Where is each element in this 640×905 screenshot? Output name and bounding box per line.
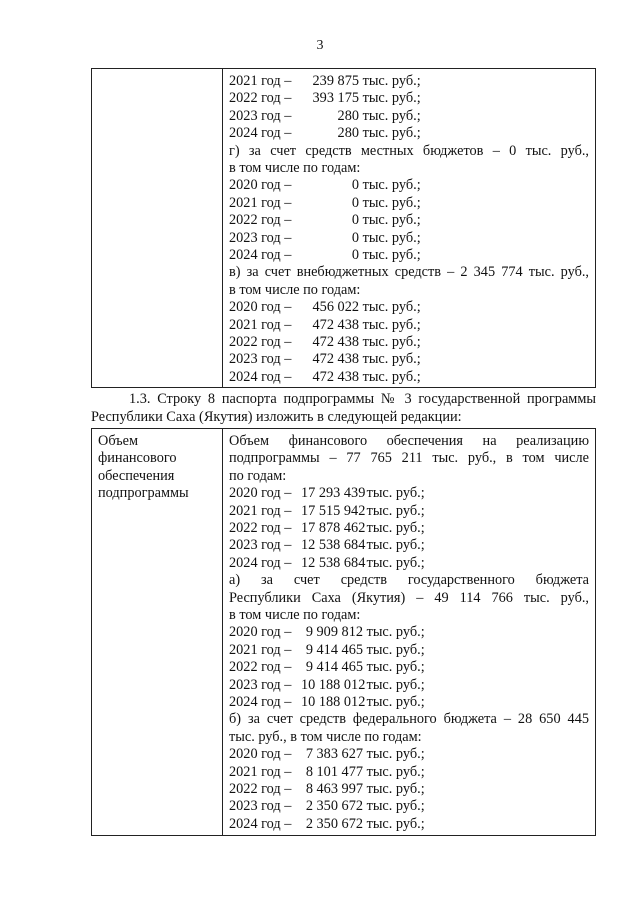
unit-label: тыс. руб.; [362,107,421,124]
unit-label: тыс. руб.; [366,676,425,693]
unit-label: тыс. руб.; [362,368,421,385]
year-label: 2024 год – [229,693,292,710]
year-label: 2022 год – [229,90,292,107]
amount-value: 12 538 684 [301,554,366,571]
amount-value: 10 188 012 [301,676,366,693]
unit-label: тыс. руб.; [362,299,421,316]
table1-rows-top [229,73,589,143]
year-label: 2020 год – [229,485,292,502]
paragraph-line-1: 1.3. Строку 8 паспорта подпрограммы № 3 государственной программы [129,391,596,407]
local-budget-subheading: в том числе по годам: [229,159,361,176]
year-row [229,351,589,368]
unit-label: тыс. руб.; [366,537,425,554]
year-row [229,485,589,502]
year-row [229,677,589,694]
unit-label: тыс. руб.; [362,73,421,89]
intro-line-1: Объем финансового обеспечения на реализацию [229,433,589,449]
year-label: 2022 год – [229,519,292,536]
amount-value: 472 438 [312,316,359,333]
year-row [229,247,589,264]
unit-label: тыс. руб.; [366,815,425,832]
intro-line-2: подпрограммы – 77 765 211 тыс. руб., в том числе [229,450,589,467]
year-label: 2021 год – [229,763,292,780]
year-row [229,125,589,142]
year-row [229,334,589,351]
year-row [229,73,589,90]
year-row [229,781,589,798]
unit-label: тыс. руб.; [362,316,421,333]
left-label-line-2: финансового [98,450,177,467]
unit-label: тыс. руб.; [362,229,421,246]
amount-value: 472 438 [312,351,359,368]
table2-rows-state [229,624,589,711]
year-row [229,369,589,386]
year-label: 2023 год – [229,798,292,815]
amount-value: 7 383 627 [305,746,363,763]
table1-rows-local [229,177,589,264]
year-row [229,177,589,194]
amount-value: 0 [351,246,359,263]
unit-label: тыс. руб.; [366,798,425,815]
year-row [229,798,589,815]
unit-label: тыс. руб.; [366,485,425,502]
state-budget-line-2: Республики Саха (Якутия) – 49 114 766 тыс. руб., [229,589,589,606]
state-budget-line-1: а) за счет средств государственного бюджета [229,572,589,589]
year-row [229,299,589,316]
year-label: 2024 год – [229,246,292,263]
year-label: 2023 год – [229,676,292,693]
year-row [229,520,589,537]
amount-value: 17 878 462 [301,519,366,536]
year-row [229,108,589,125]
left-label-line-3: обеспечения [98,467,175,484]
amount-value: 0 [351,177,359,194]
year-row [229,317,589,334]
year-label: 2021 год – [229,73,292,89]
year-label: 2020 год – [229,624,292,641]
unit-label: тыс. руб.; [366,624,425,641]
year-label: 2024 год – [229,125,292,142]
amount-value: 8 463 997 [305,780,363,797]
amount-value: 17 515 942 [301,502,366,519]
year-label: 2022 год – [229,659,292,676]
left-label-line-1: Объем [98,433,139,449]
amount-value: 393 175 [312,90,359,107]
year-label: 2022 год – [229,212,292,229]
year-label: 2022 год – [229,333,292,350]
federal-budget-line-1: б) за счет средств федерального бюджета – 28 650 445 [229,711,589,728]
page-number: 3 [316,38,324,53]
paragraph-line-2: Республики Саха (Якутия) изложить в следующей редакции: [91,409,462,425]
year-label: 2024 год – [229,815,292,832]
amount-value: 12 538 684 [301,537,366,554]
unit-label: тыс. руб.; [362,212,421,229]
amount-value: 9 414 465 [305,659,363,676]
amount-value: 239 875 [312,73,359,89]
year-row [229,537,589,554]
year-row [229,816,589,833]
unit-label: тыс. руб.; [366,780,425,797]
table1-right-cell [223,69,596,388]
unit-label: тыс. руб.; [366,746,425,763]
unit-label: тыс. руб.; [366,502,425,519]
amount-value: 472 438 [312,333,359,350]
amount-value: 9 414 465 [305,641,363,658]
amount-value: 8 101 477 [305,763,363,780]
amount-value: 0 [351,229,359,246]
federal-budget-line-2: тыс. руб., в том числе по годам: [229,728,422,745]
amount-value: 2 350 672 [305,798,363,815]
unit-label: тыс. руб.; [366,693,425,710]
year-label: 2023 год – [229,107,292,124]
table2-right-cell [223,429,596,836]
year-label: 2021 год – [229,502,292,519]
unit-label: тыс. руб.; [362,125,421,142]
amount-value: 472 438 [312,368,359,385]
table1-left-cell [92,69,223,388]
unit-label: тыс. руб.; [366,519,425,536]
year-row [229,503,589,520]
unit-label: тыс. руб.; [366,659,425,676]
year-row [229,555,589,572]
year-label: 2020 год – [229,177,292,194]
year-label: 2023 год – [229,351,292,368]
year-label: 2021 год – [229,194,292,211]
year-label: 2022 год – [229,780,292,797]
amount-value: 17 293 439 [301,485,366,502]
year-row [229,230,589,247]
funding-table-continued [91,68,596,388]
amount-value: 2 350 672 [305,815,363,832]
unit-label: тыс. руб.; [366,763,425,780]
year-row [229,746,589,763]
table1-rows-extra [229,299,589,386]
year-label: 2020 год – [229,299,292,316]
unit-label: тыс. руб.; [362,194,421,211]
year-row [229,642,589,659]
subprogram-funding-table [91,428,596,836]
year-row [229,764,589,781]
left-label-line-4: подпрограммы [98,485,189,502]
local-budget-heading: г) за счет средств местных бюджетов – 0 тыс. руб., [229,142,589,159]
year-label: 2023 год – [229,537,292,554]
amount-value: 10 188 012 [301,693,366,710]
unit-label: тыс. руб.; [366,641,425,658]
amendment-paragraph [91,390,596,426]
amount-value: 280 [337,125,359,142]
intro-line-3: по годам: [229,467,287,484]
unit-label: тыс. руб.; [362,351,421,368]
amount-value: 9 909 812 [305,624,363,641]
amount-value: 280 [337,107,359,124]
unit-label: тыс. руб.; [362,177,421,194]
year-row [229,195,589,212]
amount-value: 0 [351,212,359,229]
unit-label: тыс. руб.; [362,333,421,350]
table2-left-cell [92,429,223,836]
year-label: 2024 год – [229,368,292,385]
year-row [229,694,589,711]
table2-rows-federal [229,746,589,833]
extra-budget-heading: в) за счет внебюджетных средств – 2 345 774 тыс. руб., [229,264,589,281]
year-row [229,624,589,641]
year-label: 2020 год – [229,746,292,763]
table2-rows-total [229,485,589,572]
amount-value: 0 [351,194,359,211]
year-row [229,90,589,107]
state-budget-line-3: в том числе по годам: [229,606,361,623]
year-label: 2021 год – [229,316,292,333]
year-row [229,659,589,676]
unit-label: тыс. руб.; [366,554,425,571]
amount-value: 456 022 [312,299,359,316]
year-label: 2024 год – [229,554,292,571]
year-row [229,212,589,229]
extra-budget-subheading: в том числе по годам: [229,281,361,298]
year-label: 2023 год – [229,229,292,246]
year-label: 2021 год – [229,641,292,658]
unit-label: тыс. руб.; [362,90,421,107]
unit-label: тыс. руб.; [362,246,421,263]
